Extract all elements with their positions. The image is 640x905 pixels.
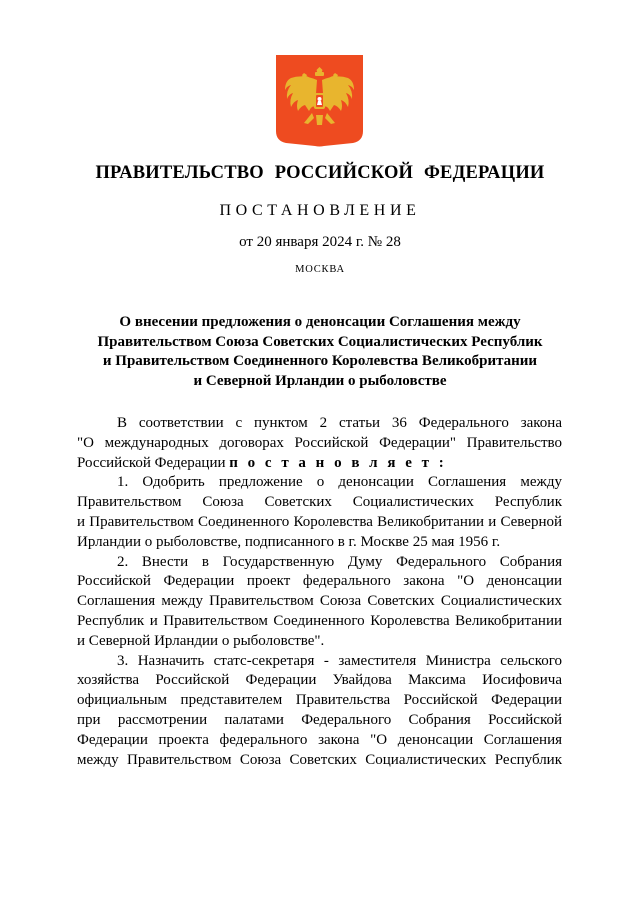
item1-line: и Правительством Соединенного Королевства Великобритании и Северной (77, 513, 562, 530)
subject-line: и Северной Ирландии о рыболовстве (193, 372, 447, 389)
preamble-line: "О международных договорах Российской Федерации" Правительство (77, 434, 562, 451)
item2-line: Российской Федерации проект федерального закона "О денонсации (77, 573, 562, 590)
item1-line: 1. Одобрить предложение о денонсации Соглашения между (117, 474, 562, 491)
item3-line: Федерации проекта федерального закона "О денонсации Соглашения (77, 731, 562, 748)
document-subject (60, 313, 580, 391)
subject-line: и Правительством Соединенного Королевства Великобритании (102, 353, 538, 369)
government-title: ПРАВИТЕЛЬСТВО РОССИЙСКОЙ ФЕДЕРАЦИИ (95, 163, 545, 183)
subject-line: Правительством Союза Советских Социалистических Республик (97, 333, 543, 350)
item2-line: Соглашения между Правительством Союза Советских Социалистических (77, 593, 562, 610)
document-body (77, 414, 562, 770)
subject-line: О внесении предложения о денонсации Соглашения между (119, 314, 521, 330)
decree-word: п о с т а н о в л я е т : (229, 454, 447, 471)
item3-line: хозяйства Российской Федерации Увайдова Максима Иосифовича (77, 672, 562, 689)
document-type: ПОСТАНОВЛЕНИЕ (219, 202, 421, 219)
item3-line: при рассмотрении палатами Федерального Собрания Российской (77, 711, 562, 728)
item3-line: официальным представителем Правительства Российской Федерации (77, 692, 562, 709)
preamble-text: Российской Федерации (77, 454, 230, 471)
preamble-line (77, 454, 562, 474)
item1-line: Правительством Союза Советских Социалистических Республик (77, 494, 562, 511)
coat-of-arms-icon (276, 55, 363, 147)
item2-line: 2. Внести в Государственную Думу Федерального Собрания (117, 553, 562, 570)
document-city: МОСКВА (295, 264, 345, 275)
item3-line: между Правительством Союза Советских Социалистических Республик (77, 751, 562, 768)
item2-line: и Северной Ирландии о рыболовстве". (77, 632, 325, 649)
item1-line: Ирландии о рыболовстве, подписанного в г. Москве 25 мая 1956 г. (77, 533, 501, 550)
document-date-number: от 20 января 2024 г. № 28 (239, 234, 401, 250)
item2-line: Республик и Правительством Соединенного Королевства Великобритании (77, 612, 562, 629)
item3-line: 3. Назначить статс-секретаря - заместителя Министра сельского (117, 652, 562, 669)
preamble-line: В соответствии с пунктом 2 статьи 36 Федерального закона (117, 415, 562, 431)
